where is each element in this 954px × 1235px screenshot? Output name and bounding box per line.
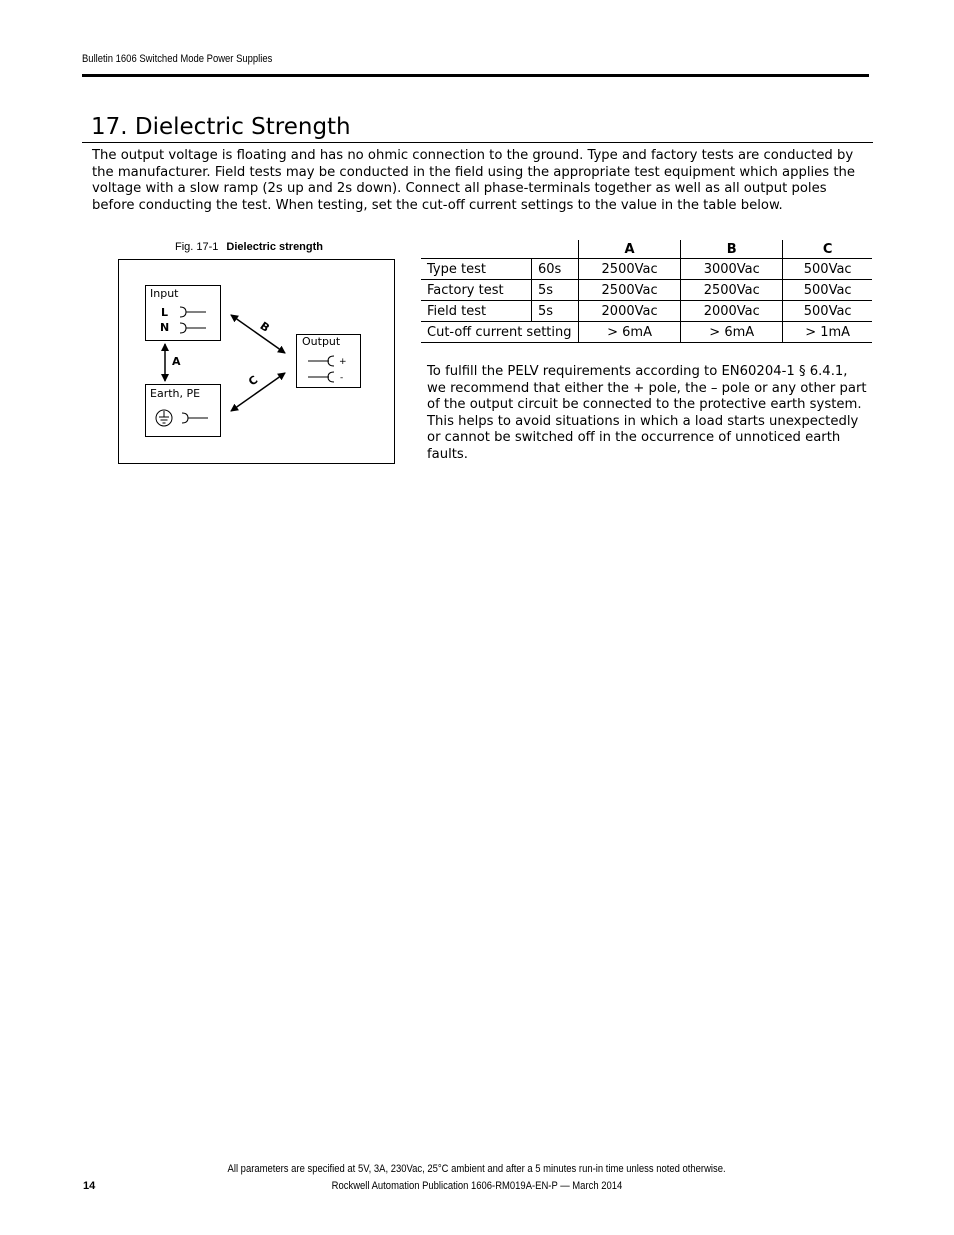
plus-pole-label: + <box>339 357 347 367</box>
footer-publication: Rockwell Automation Publication 1606-RM019A-EN-P — March 2014 <box>331 1180 623 1192</box>
line-terminal-icon <box>180 307 206 317</box>
row-label: Factory test <box>421 280 532 301</box>
cell-b: 2500Vac <box>681 280 783 301</box>
arrow-c-label: C <box>246 373 261 389</box>
table-header-row <box>421 240 872 259</box>
table-row <box>421 301 872 322</box>
dielectric-strength-table <box>421 240 872 343</box>
figure-title: Dielectric strength <box>226 241 324 253</box>
header-rule <box>82 74 869 77</box>
arrow-a-label: A <box>172 355 181 368</box>
pelv-paragraph: To fulfill the PELV requirements according to EN60204-1 § 6.4.1, we recommend that either the + pole, the – pole or any other part of the output circuit be connected to the protective earth system. This helps to avoid situations in which a load starts unexpectedly or cannot be switched off in the occurrence of unnoticed earth faults. <box>427 364 867 462</box>
table-row <box>421 280 872 301</box>
dielectric-strength-diagram <box>118 259 396 466</box>
line-terminal-label: L <box>161 306 169 319</box>
cell-c: > 1mA <box>783 322 872 343</box>
table-row <box>421 259 872 280</box>
cell-c: 500Vac <box>783 301 872 322</box>
section-title: 17. Dielectric Strength <box>91 114 351 140</box>
figure-number: Fig. 17-1 <box>175 241 219 253</box>
ground-symbol-icon <box>156 410 172 426</box>
column-header-b: B <box>681 240 783 259</box>
cell-a: 2000Vac <box>579 301 681 322</box>
neutral-terminal-icon <box>180 323 206 333</box>
column-header-c: C <box>783 240 872 259</box>
cell-c: 500Vac <box>783 280 872 301</box>
cell-c: 500Vac <box>783 259 872 280</box>
neutral-terminal-label: N <box>160 321 170 334</box>
earth-label: Earth, PE <box>150 387 201 400</box>
input-label: Input <box>150 287 179 300</box>
running-header: Bulletin 1606 Switched Mode Power Supplies <box>82 53 273 65</box>
row-duration: 5s <box>532 301 579 322</box>
column-header-a: A <box>579 240 681 259</box>
input-box <box>146 286 221 341</box>
output-minus-terminal-icon <box>308 372 334 382</box>
minus-pole-label: - <box>340 373 344 383</box>
earth-box <box>146 385 221 437</box>
cell-a: 2500Vac <box>579 259 681 280</box>
figure-caption <box>175 241 323 253</box>
arrow-b-label: B <box>257 319 272 335</box>
output-plus-terminal-icon <box>308 356 334 366</box>
row-duration: 5s <box>532 280 579 301</box>
earth-terminal-icon <box>182 413 208 423</box>
cell-a: > 6mA <box>579 322 681 343</box>
output-box <box>297 335 361 388</box>
row-label: Cut-off current setting <box>421 322 579 343</box>
row-duration: 60s <box>532 259 579 280</box>
title-rule <box>82 142 873 143</box>
row-label: Type test <box>421 259 532 280</box>
cell-b: 2000Vac <box>681 301 783 322</box>
cell-b: 3000Vac <box>681 259 783 280</box>
page-number: 14 <box>83 1180 96 1192</box>
intro-paragraph: The output voltage is floating and has no ohmic connection to the ground. Type and factory tests are conducted by the manufacturer. Field tests may be conducted in the field using the appropriate test equipment which applies the voltage with a slow ramp (2s up and 2s down). Connect all phase-terminals together as well as all output poles before conducting the test. When testing, set the cut-off current settings to the value in the table below. <box>92 148 855 213</box>
row-label: Field test <box>421 301 532 322</box>
arrow-b <box>231 315 285 353</box>
cell-a: 2500Vac <box>579 280 681 301</box>
footer-note: All parameters are specified at 5V, 3A, 230Vac, 25°C ambient and after a 5 minutes run-in time unless noted otherwise. <box>227 1163 727 1175</box>
arrow-c <box>231 373 285 411</box>
output-label: Output <box>302 335 341 348</box>
cell-b: > 6mA <box>681 322 783 343</box>
table-row <box>421 322 872 343</box>
